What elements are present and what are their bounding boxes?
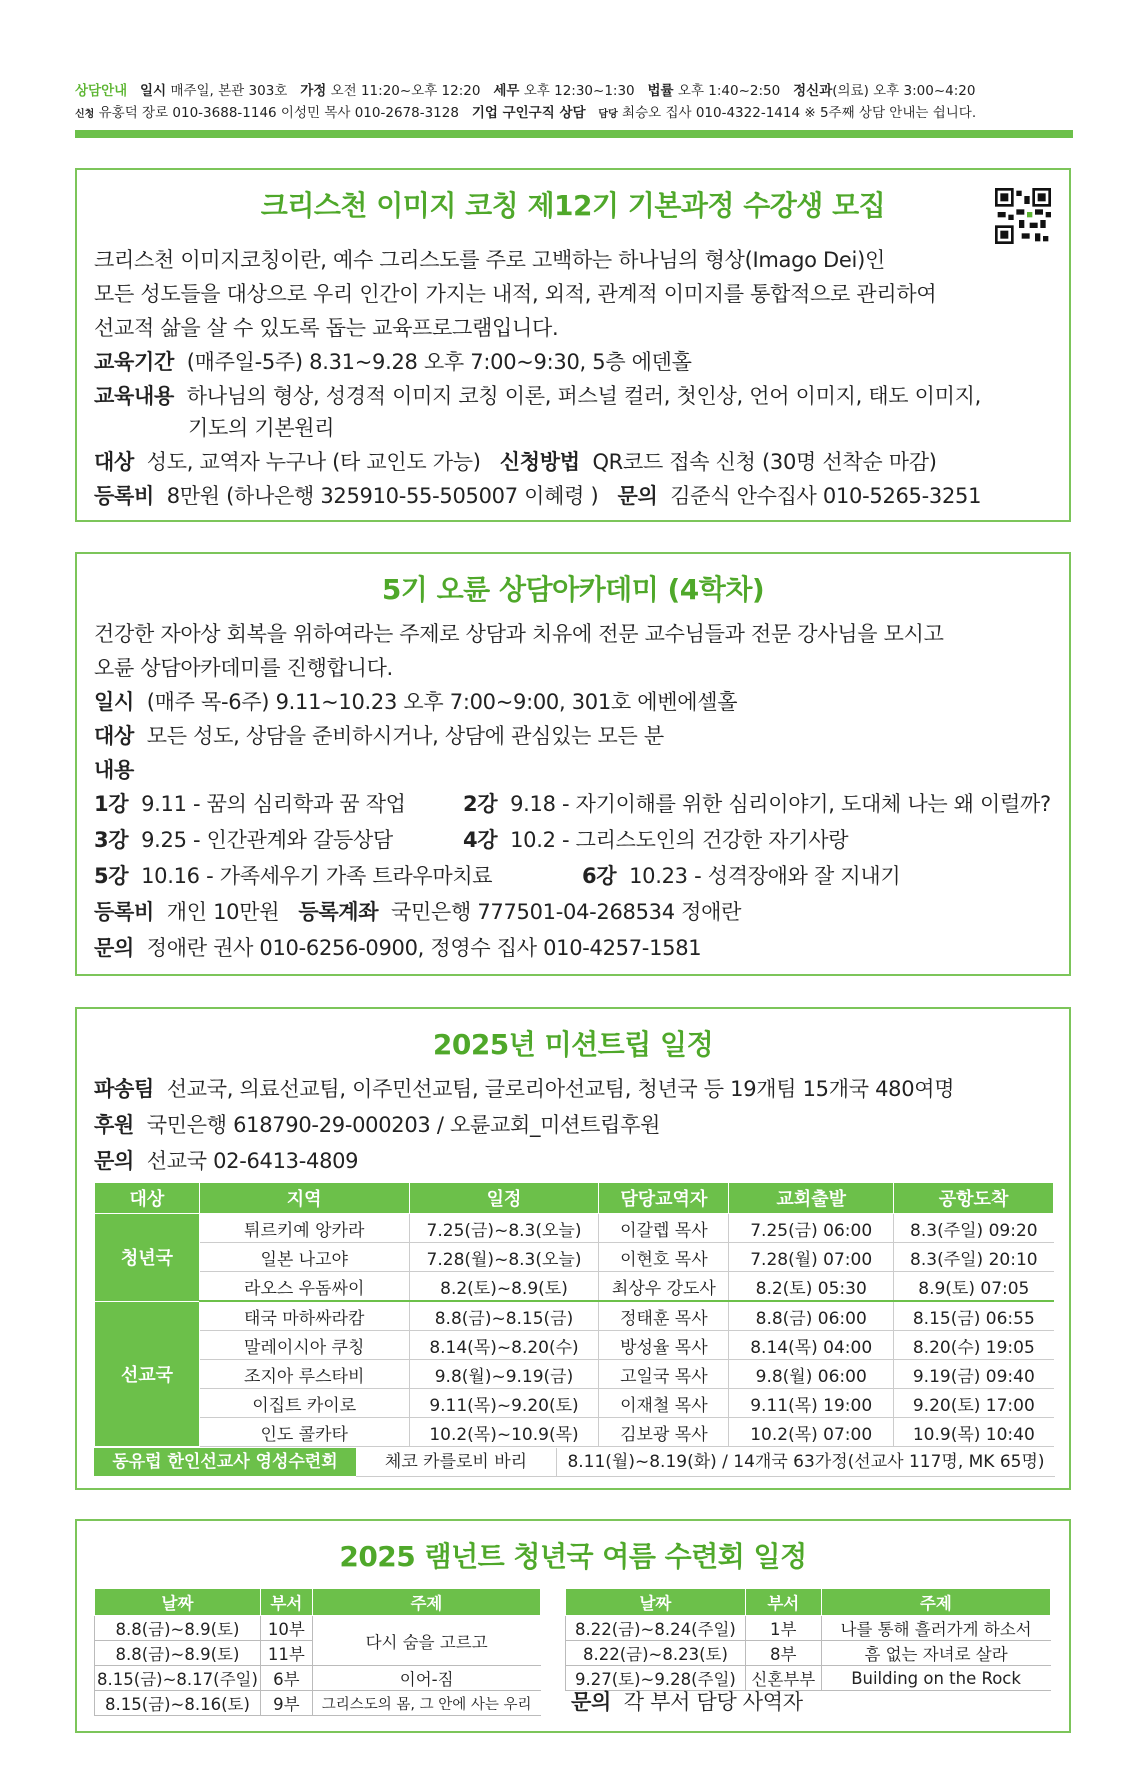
counseling-line-2	[75, 102, 1075, 126]
fee-row	[94, 896, 741, 926]
text: 10.2 - 그리스도인의 건강한 자기사랑	[510, 828, 849, 852]
text: 10.16 - 가족세우기 가족 트라우마치료	[141, 864, 493, 888]
label: 기업 구인구직 상담	[471, 105, 586, 121]
text: 8만원 (하나은행 325910-55-505007 이혜령 )	[166, 484, 599, 508]
table-header: 담당교역자	[599, 1183, 729, 1214]
label: 법률	[647, 83, 674, 99]
table-cell: 방성율 목사	[599, 1331, 729, 1360]
ask-row	[571, 1686, 803, 1716]
table-cell: 8부	[745, 1641, 821, 1666]
table-cell: 11부	[260, 1641, 312, 1666]
text: 각 부서 담당 사역자	[623, 1690, 803, 1714]
top-divider	[75, 130, 1073, 138]
lecture-item	[463, 824, 848, 854]
lecture-item	[94, 824, 393, 854]
table-row	[95, 1666, 541, 1691]
table-cell: 9.11(목) 19:00	[729, 1389, 894, 1418]
retreat-place: 체코 카를로비 바리	[356, 1448, 556, 1477]
label: 대상	[94, 450, 134, 474]
label: 교육기간	[94, 350, 174, 374]
table-cell: 조지아 루스타비	[199, 1360, 409, 1389]
table-cell: 8.2(토)~8.9(토)	[409, 1272, 599, 1302]
table-cell: 이어-짐	[312, 1666, 540, 1691]
support-row	[94, 1109, 660, 1139]
text: 유홍덕 장로 010-3688-1146 이성민 목사 010-2678-3128	[98, 105, 459, 121]
table-cell: 10.2(목) 07:00	[729, 1418, 894, 1447]
table-cell: 9부	[260, 1691, 312, 1716]
table-cell: 8.15(금)~8.16(토)	[95, 1691, 261, 1716]
text: 김준식 안수집사 010-5265-3251	[670, 484, 982, 508]
label: 일시	[94, 690, 134, 714]
table-cell: 6부	[260, 1666, 312, 1691]
table-row	[95, 1214, 1054, 1243]
table-cell: 튀르키예 앙카라	[199, 1214, 409, 1243]
ask-row	[94, 1145, 358, 1175]
section-title: 2025년 미션트립 일정	[432, 1028, 714, 1061]
table-cell: 9.8(월)~9.19(금)	[409, 1360, 599, 1389]
label: 가정	[300, 83, 327, 99]
table-row	[566, 1641, 1051, 1666]
text: QR코드 접속 신청 (30명 선착순 마감)	[592, 450, 937, 474]
label: 등록계좌	[298, 900, 379, 924]
text: (의료) 오후 3:00~4:20	[832, 83, 976, 99]
table-row	[95, 1691, 541, 1716]
counseling-heading: 상담안내	[75, 83, 128, 99]
fee-row	[94, 480, 981, 510]
text: 매주일, 본관 303호	[170, 83, 288, 99]
intro-line: 크리스천 이미지코칭이란, 예수 그리스도를 주로 고백하는 하나님의 형상(Imago Dei)인	[94, 248, 885, 272]
lecture-item	[94, 860, 492, 890]
label: 문의	[617, 484, 658, 508]
table-cell: 8.8(금)~8.9(토)	[95, 1641, 261, 1666]
table-header: 날짜	[95, 1589, 261, 1616]
group-label: 청년국	[95, 1214, 200, 1302]
table-header: 지역	[199, 1183, 409, 1214]
table-header: 공항도착	[894, 1183, 1054, 1214]
table-cell: 이현호 목사	[599, 1243, 729, 1272]
table-cell: 그리스도의 몸, 그 안에 사는 우리	[312, 1691, 540, 1716]
label: 대상	[94, 724, 134, 748]
table-cell: 이집트 카이로	[199, 1389, 409, 1418]
ask-row	[94, 932, 701, 962]
text: 선교국 02-6413-4809	[146, 1149, 359, 1173]
section-title: 2025 램넌트 청년국 여름 수련회 일정	[339, 1540, 807, 1573]
text: 9.25 - 인간관계와 갈등상담	[141, 828, 393, 852]
content-row	[94, 380, 981, 410]
label: 문의	[94, 936, 134, 960]
table-cell: 태국 마하싸라캄	[199, 1301, 409, 1331]
label: 등록비	[94, 484, 154, 508]
label: 문의	[571, 1690, 611, 1714]
table-header: 부서	[260, 1589, 312, 1616]
table-cell: 이갈렙 목사	[599, 1214, 729, 1243]
image-coaching-section	[75, 168, 1071, 522]
table-cell: 8.15(금) 06:55	[894, 1301, 1054, 1331]
label: 담당	[598, 109, 618, 120]
table-cell: 말레이시아 쿠칭	[199, 1331, 409, 1360]
retreat-label: 동유럽 한인선교사 영성수련회	[94, 1448, 356, 1476]
group-label: 선교국	[95, 1301, 200, 1447]
label: 정신과	[793, 83, 833, 99]
label: 일시	[140, 83, 167, 99]
counseling-info	[75, 80, 1075, 126]
text: 9.11 - 꿈의 심리학과 꿈 작업	[141, 792, 406, 816]
text: 하나님의 형상, 성경적 이미지 코칭 이론, 퍼스널 컬러, 첫인상, 언어 이미지, 태도 이미지,	[186, 384, 981, 408]
text: 9.18 - 자기이해를 위한 심리이야기, 도대체 나는 왜 이럴까?	[510, 792, 1051, 816]
counseling-line-1	[75, 80, 1075, 102]
table-cell: 9.27(토)~9.28(주일)	[566, 1666, 746, 1691]
target-row	[94, 720, 664, 750]
table-cell: 나를 통해 흘러가게 하소서	[821, 1616, 1050, 1641]
table-cell: 8.3(주일) 09:20	[894, 1214, 1054, 1243]
table-header: 일정	[409, 1183, 599, 1214]
table-cell: 7.28(월) 07:00	[729, 1243, 894, 1272]
intro-line: 선교적 삶을 살 수 있도록 돕는 교육프로그램입니다.	[94, 316, 559, 340]
table-cell: 신혼부부	[745, 1666, 821, 1691]
label: 신청방법	[499, 450, 580, 474]
text: 오후 1:40~2:50	[677, 83, 781, 99]
table-cell: 고일국 목사	[599, 1360, 729, 1389]
table-header: 주제	[821, 1589, 1050, 1616]
table-header: 주제	[312, 1589, 540, 1616]
retreat-table-right	[565, 1588, 1051, 1691]
label: 교육내용	[94, 384, 174, 408]
table-cell: 10.9(목) 10:40	[894, 1418, 1054, 1447]
table-cell: 8.20(수) 19:05	[894, 1331, 1054, 1360]
table-cell: 9.19(금) 09:40	[894, 1360, 1054, 1389]
target-row	[94, 446, 937, 476]
table-row	[95, 1418, 1054, 1447]
table-cell: 8.8(금)~8.9(토)	[95, 1616, 261, 1641]
table-cell: 8.8(금)~8.15(금)	[409, 1301, 599, 1331]
table-cell: 7.25(금) 06:00	[729, 1214, 894, 1243]
table-cell: 8.15(금)~8.17(주일)	[95, 1666, 261, 1691]
text: 개인 10만원	[166, 900, 280, 924]
mission-trip-table	[94, 1182, 1054, 1447]
label: 3강	[94, 828, 129, 852]
table-cell: 9.20(토) 17:00	[894, 1389, 1054, 1418]
table-header: 대상	[95, 1183, 200, 1214]
text: (매주일-5주) 8.31~9.28 오후 7:00~9:30, 5층 에덴홀	[186, 350, 692, 374]
label: 등록비	[94, 900, 154, 924]
retreat-table-left	[94, 1588, 541, 1716]
intro-line: 오륜 상담아카데미를 진행합니다.	[94, 656, 393, 680]
table-header: 부서	[745, 1589, 821, 1616]
table-cell: 7.25(금)~8.3(오늘)	[409, 1214, 599, 1243]
text: 오전 11:20~오후 12:20	[330, 83, 481, 99]
table-header: 날짜	[566, 1589, 746, 1616]
intro-line: 건강한 자아상 회복을 위하여라는 주제로 상담과 치유에 전문 교수님들과 전문 강사님을 모시고	[94, 622, 944, 646]
text: 오후 12:30~1:30	[523, 83, 635, 99]
label: 세무	[493, 83, 520, 99]
table-cell: 8.22(금)~8.24(주일)	[566, 1616, 746, 1641]
text: 국민은행 618790-29-000203 / 오륜교회_미션트립후원	[146, 1113, 661, 1137]
summer-retreat-section	[75, 1519, 1071, 1733]
counseling-academy-section	[75, 552, 1071, 976]
team-row	[94, 1073, 954, 1103]
table-row	[95, 1331, 1054, 1360]
label: 6강	[582, 864, 617, 888]
table-cell: 8.14(목)~8.20(수)	[409, 1331, 599, 1360]
section-title: 크리스천 이미지 코칭 제12기 기본과정 수강생 모집	[260, 189, 886, 222]
text: 최승오 집사 010-4322-1414 ※ 5주째 상담 안내는 쉽니다.	[622, 105, 977, 121]
lecture-item	[463, 788, 1051, 818]
table-cell: 이재철 목사	[599, 1389, 729, 1418]
text: 10.23 - 성격장애와 잘 지내기	[629, 864, 901, 888]
label: 내용	[94, 758, 134, 782]
label: 2강	[463, 792, 498, 816]
lecture-item	[582, 860, 900, 890]
table-cell: 최상우 강도사	[599, 1272, 729, 1302]
label: 1강	[94, 792, 129, 816]
content-label	[94, 754, 134, 784]
text: 모든 성도, 상담을 준비하시거나, 상담에 관심있는 모든 분	[146, 724, 664, 748]
text: 국민은행 777501-04-268534 정애란	[391, 900, 742, 924]
label: 4강	[463, 828, 498, 852]
content-row-cont: 기도의 기본원리	[188, 416, 335, 440]
retreat-footer-row	[94, 1448, 1054, 1476]
date-row	[94, 686, 737, 716]
table-row	[95, 1616, 541, 1641]
table-cell: 8.2(토) 05:30	[729, 1272, 894, 1302]
table-cell: 정태훈 목사	[599, 1301, 729, 1331]
table-row	[566, 1616, 1051, 1641]
table-row	[95, 1272, 1054, 1302]
period-row	[94, 346, 692, 376]
text: 선교국, 의료선교팀, 이주민선교팀, 글로리아선교팀, 청년국 등 19개팀 15개국 480여명	[166, 1077, 955, 1101]
table-cell: 8.3(주일) 20:10	[894, 1243, 1054, 1272]
table-row	[95, 1243, 1054, 1272]
qr-code-icon[interactable]	[995, 188, 1051, 244]
table-row	[95, 1301, 1054, 1331]
section-title: 5기 오륜 상담아카데미 (4학차)	[381, 573, 765, 606]
table-cell: Building on the Rock	[821, 1666, 1050, 1691]
table-cell: 일본 나고야	[199, 1243, 409, 1272]
table-cell: 인도 콜카타	[199, 1418, 409, 1447]
table-cell: 10.2(목)~10.9(목)	[409, 1418, 599, 1447]
table-cell: 다시 숨을 고르고	[312, 1616, 540, 1666]
lecture-item	[94, 788, 406, 818]
retreat-info: 8.11(월)~8.19(화) / 14개국 63가정(선교사 117명, MK 65명)	[556, 1448, 1055, 1477]
text: 성도, 교역자 누구나 (타 교인도 가능)	[146, 450, 481, 474]
table-cell: 8.14(목) 04:00	[729, 1331, 894, 1360]
table-cell: 김보광 목사	[599, 1418, 729, 1447]
label: 파송팀	[94, 1077, 154, 1101]
label: 신청	[75, 109, 95, 120]
table-cell: 라오스 우돔싸이	[199, 1272, 409, 1302]
text: 정애란 권사 010-6256-0900, 정영수 집사 010-4257-1581	[146, 936, 702, 960]
table-header: 교회출발	[729, 1183, 894, 1214]
label: 문의	[94, 1149, 134, 1173]
table-row	[95, 1360, 1054, 1389]
table-cell: 9.8(월) 06:00	[729, 1360, 894, 1389]
text: (매주 목-6주) 9.11~10.23 오후 7:00~9:00, 301호 에벤에셀홀	[146, 690, 738, 714]
table-cell: 1부	[745, 1616, 821, 1641]
table-cell: 8.9(토) 07:05	[894, 1272, 1054, 1302]
label: 후원	[94, 1113, 134, 1137]
label: 5강	[94, 864, 129, 888]
table-row	[95, 1389, 1054, 1418]
table-cell: 8.8(금) 06:00	[729, 1301, 894, 1331]
table-cell: 흠 없는 자녀로 살라	[821, 1641, 1050, 1666]
table-cell: 8.22(금)~8.23(토)	[566, 1641, 746, 1666]
table-cell: 10부	[260, 1616, 312, 1641]
table-cell: 9.11(목)~9.20(토)	[409, 1389, 599, 1418]
table-cell: 7.28(월)~8.3(오늘)	[409, 1243, 599, 1272]
mission-trip-section	[75, 1007, 1071, 1490]
intro-line: 모든 성도들을 대상으로 우리 인간이 가지는 내적, 외적, 관계적 이미지를 통합적으로 관리하여	[94, 282, 937, 306]
